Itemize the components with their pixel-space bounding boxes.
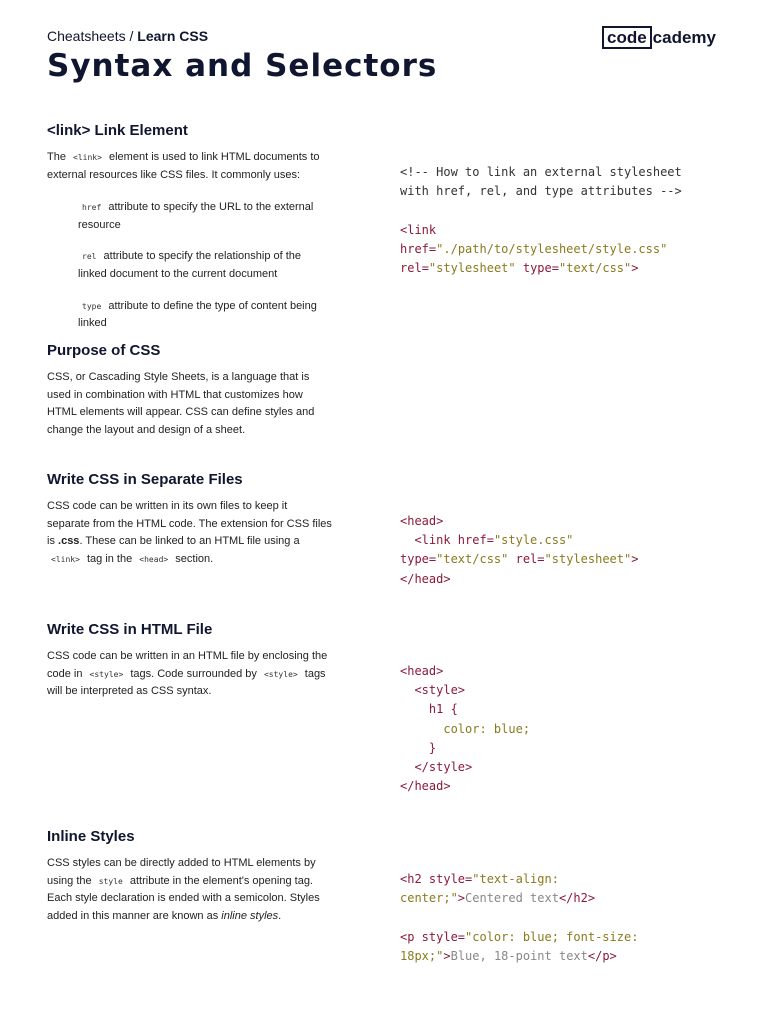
section-title: Write CSS in Separate Files [47, 471, 243, 488]
desc-text: . [278, 909, 282, 922]
code-example-inline-styles [400, 870, 730, 966]
desc-emphasis: inline styles [221, 909, 279, 922]
code-text: Blue, 18-point text [450, 948, 588, 963]
code-attr: type [522, 261, 552, 276]
inline-code: rel [82, 252, 97, 262]
inline-code: <style> [89, 669, 124, 679]
breadcrumb [47, 28, 208, 44]
code-declaration: color: blue; [443, 721, 531, 736]
section-title: Purpose of CSS [47, 342, 161, 359]
code-string: "./path/to/stylesheet/style.css" [436, 241, 668, 256]
inline-code: <head> [139, 554, 169, 564]
section-purpose-of-css [47, 341, 727, 439]
code-comment: <!-- How to link an external stylesheet [400, 165, 682, 179]
code-comment: with href, rel, and type attributes --> [400, 184, 682, 199]
list-item [78, 248, 328, 283]
code-string: "style.css" [493, 533, 574, 548]
codecademy-logo[interactable] [602, 28, 716, 48]
code-attr: rel= [515, 552, 545, 567]
code-tag: > [457, 891, 466, 906]
code-example-separate-files [400, 512, 730, 589]
inline-code: <style> [263, 669, 298, 679]
section-title: <link> Link Element [47, 122, 188, 139]
code-tag: </p> [587, 948, 617, 963]
page-title: Syntax and Selectors [47, 48, 438, 84]
code-tag: > [631, 552, 639, 567]
code-string: "stylesheet" [428, 261, 516, 276]
code-attr: href [400, 241, 429, 256]
desc-text: CSS styles can be directly added to HTML elements by using the [47, 857, 316, 887]
desc-text: attribute in the element's opening tag. Each style declaration is ended with a semicolon. Styles added in this manner are known as [47, 874, 320, 922]
list-item-text: attribute to specify the URL to the external resource [78, 201, 314, 231]
logo-cademy-text: cademy [652, 28, 716, 47]
inline-code: style [98, 876, 123, 886]
inline-code: <link> [73, 153, 102, 162]
inline-code: <link> [51, 554, 80, 564]
code-tag: <head> [400, 664, 444, 678]
desc-text: CSS code can be written in its own files to keep it separate from the HTML code. The extension for CSS files is [47, 500, 332, 548]
code-selector: h1 { [428, 702, 458, 717]
logo-code-box: code [602, 26, 652, 49]
code-tag: <style> [414, 683, 466, 698]
code-tag: <p style= [400, 929, 466, 944]
code-attr: type= [400, 552, 437, 567]
code-tag: </head> [400, 779, 451, 794]
code-tag: > [631, 261, 639, 276]
list-item [78, 298, 328, 333]
code-string: "text/css" [436, 552, 509, 567]
code-tag: </h2> [558, 891, 596, 906]
code-example-css-in-html [400, 662, 730, 796]
code-brace: } [428, 740, 437, 755]
code-tag: <link [400, 222, 437, 237]
inline-code: type [82, 301, 102, 311]
desc-text: CSS code can be written in an HTML file by enclosing the code in [47, 650, 328, 680]
breadcrumb-separator: / [129, 28, 134, 44]
code-string: "text-align: [472, 872, 559, 886]
breadcrumb-current-link[interactable]: Learn CSS [137, 28, 209, 44]
section-description [47, 855, 332, 925]
breadcrumb-parent-link[interactable]: Cheatsheets [47, 28, 126, 44]
code-string: 18px;" [400, 948, 444, 963]
code-string: "stylesheet" [544, 552, 632, 567]
section-title: Write CSS in HTML File [47, 621, 213, 638]
desc-text: tag in the [86, 552, 133, 565]
section-title: Inline Styles [47, 828, 135, 845]
code-example-link: <!-- How to link an external stylesheet with href, rel, and type attributes --> <link href="./path/to/stylesheet/style.css" rel="stylesheet" type="text/css"> [400, 165, 682, 276]
desc-text: CSS, or Cascading Style Sheets, is a language that is used in combination with HTML that customizes how HTML elements will appear. CSS can define styles and change the layout and design of a sheet. [47, 371, 315, 436]
desc-text: tags. Code surrounded by [130, 667, 257, 680]
section-description [47, 498, 332, 568]
code-tag: <link href= [414, 533, 494, 548]
desc-bold: .css [58, 535, 80, 548]
page-header [47, 26, 727, 96]
desc-text: section. [175, 552, 214, 565]
list-item-text: attribute to specify the relationship of the linked document to the current document [78, 250, 302, 280]
desc-text: . These can be linked to an HTML file using a [79, 535, 300, 548]
code-tag: </style> [414, 760, 473, 775]
code-tag: <head> [400, 514, 444, 528]
code-attr: rel [400, 261, 422, 276]
desc-text: element is used to link HTML documents to external resources like CSS files. It commonly uses: [47, 151, 320, 181]
list-item [78, 199, 328, 234]
desc-text: tags will be interpreted as CSS syntax. [47, 667, 326, 698]
section-description [47, 648, 332, 701]
section-description [47, 369, 332, 439]
code-text: Centered text [465, 891, 559, 906]
desc-text: The [47, 151, 66, 163]
code-tag: </head> [400, 571, 451, 586]
attribute-list [78, 199, 328, 333]
code-tag: > [443, 948, 451, 963]
code-string: "text/css" [559, 261, 632, 276]
list-item-text: attribute to define the type of content being linked [78, 299, 317, 330]
code-string: "color: blue; font-size: [465, 929, 639, 944]
code-string: center;" [400, 891, 458, 906]
section-description [47, 149, 332, 333]
inline-code: href [82, 203, 102, 213]
code-tag: <h2 style= [400, 872, 473, 886]
